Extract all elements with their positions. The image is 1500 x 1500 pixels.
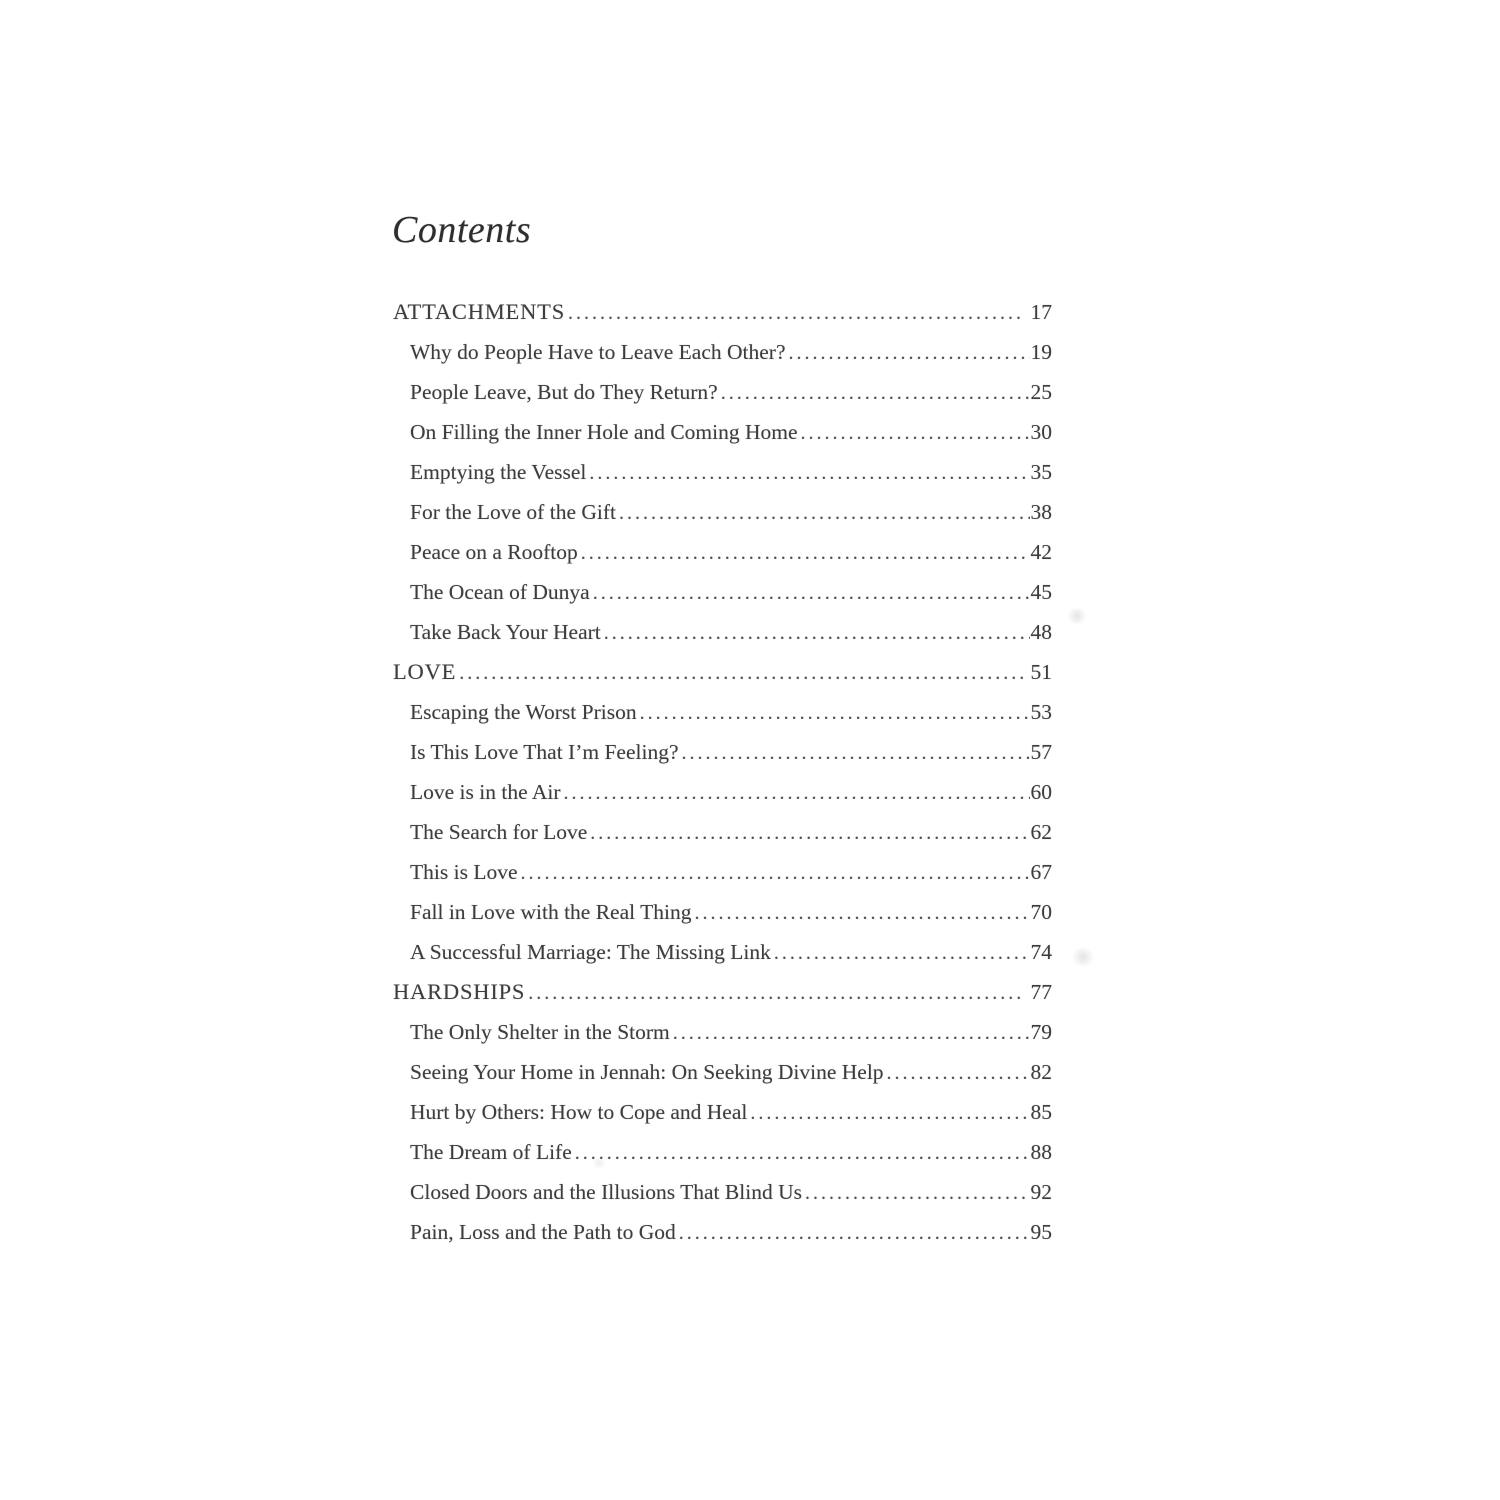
toc-entry-page: 70 [1030,900,1052,924]
toc-entry-page: 45 [1030,580,1052,604]
toc-entry-page: 60 [1030,780,1052,804]
toc-entry-page: 30 [1030,420,1052,444]
scan-smudge [1070,948,1096,966]
toc-entry-label: Peace on a Rooftop [410,540,578,564]
toc-entry-page: 92 [1030,1180,1052,1204]
toc-entry [393,692,1052,732]
toc-entry [393,812,1052,852]
toc-entry-label: The Search for Love [410,820,588,844]
toc-entry [393,532,1052,572]
dot-leader [774,933,1030,973]
toc-entry [393,572,1052,612]
toc-entry-page: 38 [1030,500,1052,524]
toc-entry-page: 53 [1030,700,1052,724]
toc-entry-page: 82 [1030,1060,1052,1084]
toc-entry [393,492,1052,532]
dot-leader [789,333,1030,373]
toc-entry-label: HARDSHIPS [393,979,526,1004]
dot-leader [750,1093,1029,1133]
toc-entry-label: Love is in the Air [410,780,561,804]
toc-entry [393,652,1052,692]
toc-entry [393,612,1052,652]
page-title: Contents [392,209,532,251]
toc-entry-label: Why do People Have to Leave Each Other? [410,340,786,364]
toc-entry-page: 88 [1030,1140,1052,1164]
dot-leader [640,693,1030,733]
dot-leader [801,413,1030,453]
dot-leader [887,1053,1030,1093]
toc-entry-label: Fall in Love with the Real Thing [410,900,692,924]
toc-entry-page: 35 [1030,460,1052,484]
toc-entry-label: A Successful Marriage: The Missing Link [410,940,771,964]
toc-entry [393,332,1052,372]
toc-entry [393,1212,1052,1252]
toc-list [393,292,1052,1252]
toc-entry [393,292,1052,332]
dot-leader [459,653,1023,693]
toc-entry-label: Seeing Your Home in Jennah: On Seeking Divine Help [410,1060,884,1084]
toc-entry [393,452,1052,492]
toc-entry-label: Emptying the Vessel [410,460,587,484]
toc-entry [393,932,1052,972]
dot-leader [619,493,1030,533]
toc-entry [393,412,1052,452]
toc-entry-label: On Filling the Inner Hole and Coming Home [410,420,798,444]
dot-leader [568,293,1023,333]
toc-entry [393,1172,1052,1212]
toc-entry-page: 51 [1030,660,1052,684]
dot-leader [604,613,1030,653]
toc-entry-page: 25 [1030,380,1052,404]
toc-entry-page: 48 [1030,620,1052,644]
toc-entry-label: This is Love [410,860,518,884]
dot-leader [589,453,1029,493]
toc-entry-label: ATTACHMENTS [393,299,566,324]
toc-entry-label: Take Back Your Heart [410,620,601,644]
toc-entry [393,372,1052,412]
toc-entry-page: 79 [1030,1020,1052,1044]
dot-leader [805,1173,1030,1213]
toc-entry-page: 19 [1030,340,1052,364]
toc-entry-page: 95 [1030,1220,1052,1244]
toc-entry [393,1052,1052,1092]
dot-leader [679,1213,1030,1253]
toc-entry [393,732,1052,772]
toc-entry [393,1092,1052,1132]
toc-entry [393,892,1052,932]
dot-leader [721,373,1030,413]
toc-entry [393,1132,1052,1172]
toc-entry-label: The Only Shelter in the Storm [410,1020,670,1044]
scan-smudge [1066,608,1088,624]
toc-entry-label: LOVE [393,659,457,684]
dot-leader [694,893,1029,933]
scan-smudge [590,1158,608,1168]
dot-leader [682,733,1030,773]
dot-leader [593,573,1030,613]
dot-leader [590,813,1029,853]
toc-entry-label: The Dream of Life [410,1140,572,1164]
toc-entry-label: For the Love of the Gift [410,500,616,524]
toc-entry-page: 67 [1030,860,1052,884]
toc-entry-label: Pain, Loss and the Path to God [410,1220,676,1244]
toc-entry [393,772,1052,812]
toc-entry-page: 77 [1030,980,1052,1004]
toc-entry-page: 74 [1030,940,1052,964]
toc-entry-page: 42 [1030,540,1052,564]
dot-leader [521,853,1030,893]
dot-leader [673,1013,1030,1053]
toc-entry-page: 57 [1030,740,1052,764]
toc-entry [393,972,1052,1012]
toc-entry-label: Hurt by Others: How to Cope and Heal [410,1100,748,1124]
toc-entry-label: Is This Love That I’m Feeling? [410,740,679,764]
toc-entry-label: People Leave, But do They Return? [410,380,718,404]
dot-leader [563,773,1029,813]
toc-entry-label: Closed Doors and the Illusions That Blind Us [410,1180,802,1204]
dot-leader [528,973,1023,1013]
toc-entry-page: 17 [1030,300,1052,324]
toc-entry [393,1012,1052,1052]
toc-entry [393,852,1052,892]
dot-leader [581,533,1030,573]
toc-entry-page: 62 [1030,820,1052,844]
toc-entry-label: Escaping the Worst Prison [410,700,637,724]
toc-entry-page: 85 [1030,1100,1052,1124]
dot-leader [575,1133,1030,1173]
toc-entry-label: The Ocean of Dunya [410,580,590,604]
